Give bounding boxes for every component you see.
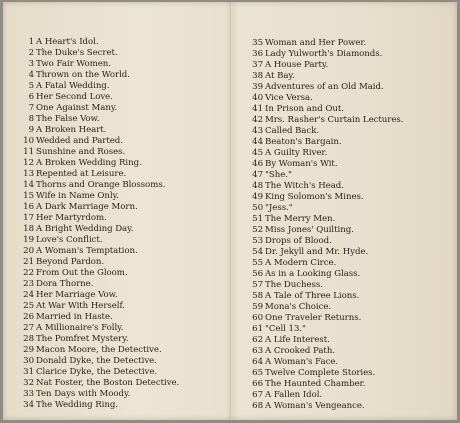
item-number: 23 xyxy=(23,279,34,289)
item-title: Dr. Jekyll and Mr. Hyde. xyxy=(265,247,369,257)
list-item xyxy=(250,357,455,368)
list-item xyxy=(250,203,455,214)
item-title: A Woman's Temptation. xyxy=(36,246,138,256)
list-item xyxy=(250,379,455,390)
item-number: 21 xyxy=(23,257,34,267)
item-title: Mrs. Rasher's Curtain Lectures. xyxy=(265,115,404,125)
item-title: The Merry Men. xyxy=(265,214,336,224)
item-title: Wedded and Parted. xyxy=(36,136,123,146)
list-item xyxy=(250,71,455,82)
item-number: 26 xyxy=(23,312,34,322)
item-number: 18 xyxy=(23,224,34,234)
item-number: 4 xyxy=(28,70,34,80)
item-title: Thorns and Orange Blossoms. xyxy=(36,180,166,190)
left-title-column xyxy=(21,37,226,411)
item-title: A Fallen Idol. xyxy=(265,390,323,400)
list-item xyxy=(21,59,226,70)
item-title: Repented at Leisure. xyxy=(36,169,127,179)
list-item xyxy=(21,202,226,213)
item-number: 46 xyxy=(252,159,263,169)
item-number: 44 xyxy=(252,137,263,147)
list-item xyxy=(250,368,455,379)
item-number: 48 xyxy=(252,181,263,191)
item-title: A Crooked Path. xyxy=(265,346,335,356)
item-number: 7 xyxy=(28,103,34,113)
list-item xyxy=(21,114,226,125)
item-title: Twelve Complete Stories. xyxy=(265,368,376,378)
list-item xyxy=(250,104,455,115)
item-title: Beaton's Bargain. xyxy=(265,137,342,147)
item-number: 68 xyxy=(252,401,263,411)
list-item xyxy=(250,115,455,126)
item-title: A Life Interest. xyxy=(265,335,330,345)
item-number: 36 xyxy=(252,49,263,59)
right-title-column xyxy=(250,38,455,412)
list-item xyxy=(21,92,226,103)
item-title: Clarice Dyke, the Detective. xyxy=(36,367,158,377)
item-number: 62 xyxy=(252,335,263,345)
item-title: Her Second Love. xyxy=(36,92,113,102)
item-number: 11 xyxy=(23,147,34,157)
item-number: 17 xyxy=(23,213,34,223)
item-number: 9 xyxy=(28,125,34,135)
item-number: 39 xyxy=(252,82,263,92)
item-number: 40 xyxy=(252,93,263,103)
item-title: Lady Yulworth's Diamonds. xyxy=(265,49,383,59)
item-title: The Haunted Chamber. xyxy=(265,379,366,389)
item-number: 47 xyxy=(252,170,263,180)
item-number: 41 xyxy=(252,104,263,114)
item-title: The Pomfret Mystery. xyxy=(36,334,129,344)
item-number: 31 xyxy=(23,367,34,377)
list-item xyxy=(21,334,226,345)
list-item xyxy=(21,37,226,48)
item-title: At Bay. xyxy=(265,71,295,81)
item-number: 30 xyxy=(23,356,34,366)
list-item xyxy=(21,136,226,147)
item-title: Two Fair Women. xyxy=(36,59,111,69)
item-title: Called Back. xyxy=(265,126,320,136)
item-title: Beyond Pardon. xyxy=(36,257,105,267)
list-item xyxy=(250,126,455,137)
item-title: Love's Conflict. xyxy=(36,235,103,245)
item-title: One Traveler Returns. xyxy=(265,313,362,323)
list-item xyxy=(21,279,226,290)
list-item xyxy=(21,378,226,389)
list-item xyxy=(21,125,226,136)
item-title: Adventures of an Old Maid. xyxy=(265,82,384,92)
item-number: 45 xyxy=(252,148,263,158)
list-item xyxy=(21,158,226,169)
list-item xyxy=(21,257,226,268)
item-title: A Guilty River. xyxy=(265,148,328,158)
item-title: Wife in Name Only. xyxy=(36,191,119,201)
item-title: Woman and Her Power. xyxy=(265,38,367,48)
item-number: 66 xyxy=(252,379,263,389)
item-title: One Against Many. xyxy=(36,103,118,113)
list-item xyxy=(250,225,455,236)
item-number: 6 xyxy=(28,92,34,102)
item-number: 8 xyxy=(28,114,34,124)
item-number: 1 xyxy=(28,37,34,47)
item-title: As in a Looking Glass. xyxy=(265,269,361,279)
item-title: "Jess." xyxy=(265,203,293,213)
item-title: A House Party. xyxy=(265,60,329,70)
item-number: 12 xyxy=(23,158,34,168)
item-number: 2 xyxy=(28,48,34,58)
item-title: Macon Moore, the Detective. xyxy=(36,345,162,355)
item-number: 27 xyxy=(23,323,34,333)
list-item xyxy=(21,268,226,279)
list-item xyxy=(21,345,226,356)
list-item xyxy=(250,313,455,324)
item-title: By Woman's Wit. xyxy=(265,159,338,169)
list-item xyxy=(250,192,455,203)
item-title: Nat Foster, the Boston Detective. xyxy=(36,378,180,388)
item-title: Thrown on the World. xyxy=(36,70,130,80)
item-number: 53 xyxy=(252,236,263,246)
item-number: 15 xyxy=(23,191,34,201)
item-title: A Modern Circe. xyxy=(265,258,337,268)
list-item xyxy=(250,49,455,60)
item-title: Ten Days with Moody. xyxy=(36,389,131,399)
item-number: 63 xyxy=(252,346,263,356)
item-number: 51 xyxy=(252,214,263,224)
list-item xyxy=(250,93,455,104)
list-item xyxy=(250,159,455,170)
list-item xyxy=(250,291,455,302)
list-item xyxy=(21,103,226,114)
item-number: 29 xyxy=(23,345,34,355)
list-item xyxy=(250,401,455,412)
list-item xyxy=(250,148,455,159)
item-number: 28 xyxy=(23,334,34,344)
list-item xyxy=(250,82,455,93)
item-title: A Woman's Face. xyxy=(265,357,339,367)
item-number: 22 xyxy=(23,268,34,278)
item-title: Her Marriage Vow. xyxy=(36,290,118,300)
item-number: 32 xyxy=(23,378,34,388)
list-item xyxy=(21,147,226,158)
item-title: A Millionaire's Folly. xyxy=(36,323,124,333)
list-item xyxy=(21,224,226,235)
item-title: The False Vow. xyxy=(36,114,100,124)
item-title: Miss Jones' Quilting. xyxy=(265,225,354,235)
list-item xyxy=(250,269,455,280)
list-item xyxy=(250,324,455,335)
list-item xyxy=(250,170,455,181)
item-title: A Fatal Wedding. xyxy=(36,81,110,91)
list-item xyxy=(21,356,226,367)
item-number: 42 xyxy=(252,115,263,125)
item-title: Donald Dyke, the Detective. xyxy=(36,356,157,366)
item-number: 67 xyxy=(252,390,263,400)
list-item xyxy=(250,258,455,269)
list-item xyxy=(21,213,226,224)
list-item xyxy=(21,323,226,334)
item-number: 16 xyxy=(23,202,34,212)
item-number: 43 xyxy=(252,126,263,136)
item-number: 10 xyxy=(23,136,34,146)
item-title: Drops of Blood. xyxy=(265,236,332,246)
list-item xyxy=(250,247,455,258)
list-item xyxy=(21,312,226,323)
list-item xyxy=(250,60,455,71)
item-title: "Cell 13." xyxy=(265,324,306,334)
list-item xyxy=(21,169,226,180)
item-number: 13 xyxy=(23,169,34,179)
item-title: Mona's Choice. xyxy=(265,302,332,312)
item-number: 57 xyxy=(252,280,263,290)
list-item xyxy=(21,246,226,257)
item-number: 55 xyxy=(252,258,263,268)
item-title: Sunshine and Roses. xyxy=(36,147,126,157)
item-title: A Dark Marriage Morn. xyxy=(36,202,138,212)
list-item xyxy=(21,180,226,191)
item-number: 14 xyxy=(23,180,34,190)
item-title: Her Martyrdom. xyxy=(36,213,107,223)
item-number: 52 xyxy=(252,225,263,235)
page-fold xyxy=(230,2,232,420)
list-item xyxy=(21,81,226,92)
item-number: 64 xyxy=(252,357,263,367)
item-number: 38 xyxy=(252,71,263,81)
item-title: A Bright Wedding Day. xyxy=(36,224,134,234)
list-item xyxy=(21,367,226,378)
item-number: 5 xyxy=(28,81,34,91)
item-number: 24 xyxy=(23,290,34,300)
item-title: A Broken Heart. xyxy=(36,125,107,135)
item-title: From Out the Gloom. xyxy=(36,268,128,278)
list-item xyxy=(250,346,455,357)
list-item xyxy=(21,301,226,312)
list-item xyxy=(21,70,226,81)
list-item xyxy=(21,191,226,202)
list-item xyxy=(21,235,226,246)
item-title: In Prison and Out. xyxy=(265,104,344,114)
list-item xyxy=(250,181,455,192)
list-item xyxy=(250,280,455,291)
item-number: 60 xyxy=(252,313,263,323)
list-item xyxy=(21,48,226,59)
item-number: 35 xyxy=(252,38,263,48)
item-number: 49 xyxy=(252,192,263,202)
item-title: At War With Herself. xyxy=(36,301,125,311)
item-title: Married in Haste. xyxy=(36,312,113,322)
list-item xyxy=(21,400,226,411)
list-item xyxy=(250,38,455,49)
list-item xyxy=(21,389,226,400)
item-number: 65 xyxy=(252,368,263,378)
list-item xyxy=(250,302,455,313)
item-number: 61 xyxy=(252,324,263,334)
item-title: A Tale of Three Lions. xyxy=(265,291,360,301)
item-number: 37 xyxy=(252,60,263,70)
item-title: King Solomon's Mines. xyxy=(265,192,364,202)
item-number: 25 xyxy=(23,301,34,311)
list-item xyxy=(250,137,455,148)
list-item xyxy=(250,214,455,225)
item-number: 54 xyxy=(252,247,263,257)
item-number: 34 xyxy=(23,400,34,410)
book-list-page xyxy=(3,2,457,420)
item-number: 59 xyxy=(252,302,263,312)
item-number: 3 xyxy=(28,59,34,69)
item-number: 50 xyxy=(252,203,263,213)
item-title: Dora Thorne. xyxy=(36,279,94,289)
list-item xyxy=(21,290,226,301)
item-title: The Witch's Head. xyxy=(265,181,344,191)
item-number: 20 xyxy=(23,246,34,256)
item-title: Vice Versa. xyxy=(265,93,313,103)
item-title: A Broken Wedding Ring. xyxy=(36,158,142,168)
item-title: The Duchess. xyxy=(265,280,323,290)
item-number: 33 xyxy=(23,389,34,399)
list-item xyxy=(250,390,455,401)
item-title: The Duke's Secret. xyxy=(36,48,118,58)
item-title: A Heart's Idol. xyxy=(36,37,99,47)
item-number: 58 xyxy=(252,291,263,301)
list-item xyxy=(250,236,455,247)
item-title: A Woman's Vengeance. xyxy=(265,401,365,411)
item-title: The Wedding Ring. xyxy=(36,400,118,410)
item-number: 56 xyxy=(252,269,263,279)
list-item xyxy=(250,335,455,346)
item-number: 19 xyxy=(23,235,34,245)
item-title: "She." xyxy=(265,170,292,180)
